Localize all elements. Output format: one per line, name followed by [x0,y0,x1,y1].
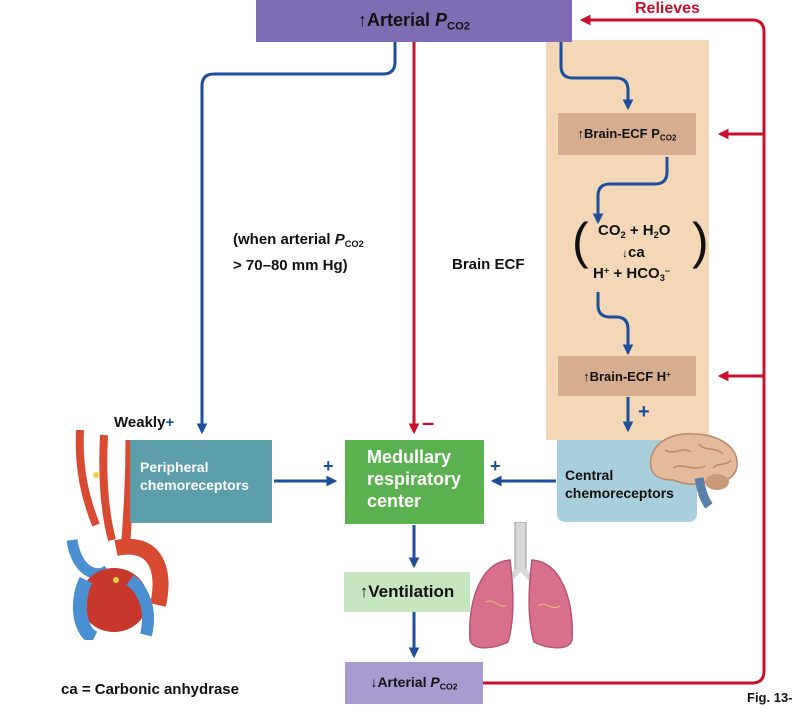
arterial-pco2-increase-box: ↑Arterial $P_{CO2}$ [256,0,572,42]
minus-sign-inhibition: – [422,410,435,435]
plus-sign-central-input: + [638,401,650,423]
relieves-label: Relieves [635,0,700,17]
arrow-reaction-to-brain-h [598,292,628,353]
reaction-paren-left: ( [572,213,589,269]
reaction-catalyst: ↓ca [622,244,645,261]
down-arrow-icon: ↓ [370,674,378,691]
brain-ecf-pco2-box: ↑Brain-ECF $P_{CO2}$ [558,113,696,155]
up-arrow-icon: ↑ [577,125,585,141]
arrow-brain-pco2-to-reaction [598,157,667,222]
plus-sign-peripheral-input: + [323,456,334,476]
reaction-line-3: $H^+ + HCO_3^-$ [593,265,671,283]
ventilation-box: ↑Ventilation [344,572,470,612]
figure-label: Fig. 13- [747,690,793,705]
arterial-pco2-decrease-box: ↓Arterial $P_{CO2}$ [345,662,483,704]
central-chemoreceptors-box: Central chemoreceptors [557,440,697,522]
brain-ecf-label: Brain ECF [452,256,525,273]
up-arrow-icon: ↑ [359,582,369,601]
lungs-illustration [466,522,576,652]
reaction-line-1: $CO_2 + H_2O$ [598,222,671,240]
up-arrow-icon: ↑ [358,9,367,30]
brain-ecf-h-box: ↑Brain-ECF H+ [558,356,696,396]
plus-sign-central-to-medullary: + [490,456,501,476]
legend-text: ca = Carbonic anhydrase [61,681,239,698]
medullary-respiratory-center-box: Medullary respiratory center [345,440,484,524]
brain-illustration [643,428,743,508]
condition-label: (when arterial $P_{CO2}$ > 70–80 mm Hg) [233,231,364,274]
plus-sign: + [165,414,175,431]
arrow-arterial-to-brain-pco2 [561,42,628,108]
peripheral-chemoreceptors-box: Peripheral chemoreceptors [130,440,272,523]
down-arrow-icon: ↓ [622,246,628,260]
weakly-label: Weakly+ [114,414,175,431]
reaction-paren-right: ) [692,213,709,269]
up-arrow-icon: ↑ [583,368,590,384]
